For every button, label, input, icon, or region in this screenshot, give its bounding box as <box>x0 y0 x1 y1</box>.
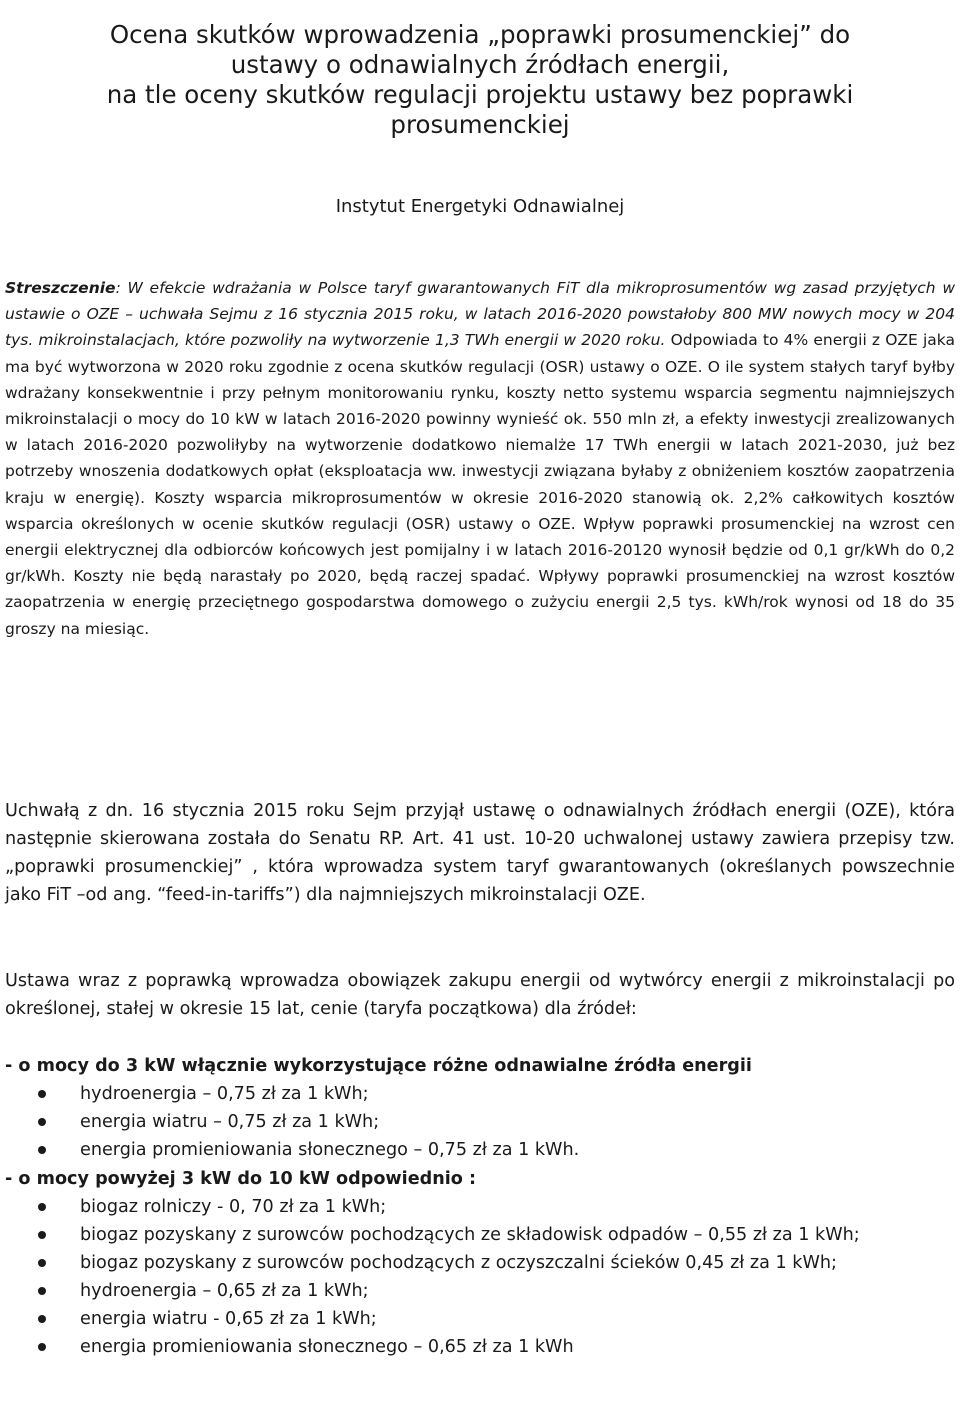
list-item-text: energia wiatru - 0,65 zł za 1 kWh; <box>80 1309 377 1329</box>
bullet-icon <box>38 1203 46 1211</box>
paragraph-intro: Uchwałą z dn. 16 stycznia 2015 roku Sejm przyjął ustawę o odnawialnych źródłach energii (OZE), która następnie skierowana została do Senatu RP. Art. 41 ust. 10-20 uchwalonej ustawy zawiera przepisy tzw. „poprawki prosumenckiej” , która wprowadza system taryf gwarantowanych (określanych powszechnie jako FiT –od ang. “feed-in-tariffs”) dla najmniejszych mikroinstalacji OZE. <box>5 801 955 905</box>
title-line-1: Ocena skutków wprowadzenia „poprawki prosumenckiej” do <box>109 20 851 50</box>
list-item <box>0 1136 960 1164</box>
list-item-text: biogaz rolniczy - 0, 70 zł za 1 kWh; <box>80 1197 387 1217</box>
bullet-icon <box>38 1231 46 1239</box>
abstract-italic-text: : W efekcie wdrażania w Polsce taryf gwarantowanych FiT dla mikroprosumentów wg zasad przyjętych w ustawie o OZE – uchwała Sejmu z 16 stycznia 2015 roku, w latach 2016-2020 powstałoby 800 MW nowych mocy w 204 tys. mikroinstalacjach, które pozwoliły na wytworzenie 1,3 TWh energii w 2020 roku. <box>5 279 955 350</box>
list-item-text: energia promieniowania słonecznego – 0,75 zł za 1 kWh. <box>80 1140 580 1160</box>
list-item <box>0 1080 960 1108</box>
title-line-3: na tle oceny skutków regulacji projektu ustawy bez poprawki <box>106 80 854 110</box>
document-title <box>20 20 940 140</box>
bullet-icon <box>38 1259 46 1267</box>
list-item-text: energia wiatru – 0,75 zł za 1 kWh; <box>80 1112 380 1132</box>
abstract-label: Streszczenie <box>5 279 116 297</box>
bullet-icon <box>38 1315 46 1323</box>
bullet-icon <box>38 1090 46 1098</box>
abstract <box>5 275 955 642</box>
paragraph-obligation: Ustawa wraz z poprawką wprowadza obowiązek zakupu energii od wytwórcy energii z mikroinstalacji po określonej, stałej w okresie 15 lat, cenie (taryfa początkowa) dla źródeł: <box>5 971 955 1019</box>
tariff-list-3-to-10kw <box>0 1193 960 1361</box>
list-item <box>0 1108 960 1136</box>
list-item-text: hydroenergia – 0,75 zł za 1 kWh; <box>80 1084 369 1104</box>
list-item <box>0 1305 960 1333</box>
author: Instytut Energetyki Odnawialnej <box>335 196 625 217</box>
list-item <box>0 1277 960 1305</box>
section-heading-3-to-10kw: - o mocy powyżej 3 kW do 10 kW odpowiednio : <box>5 1169 477 1189</box>
bullet-icon <box>38 1287 46 1295</box>
list-item <box>0 1333 960 1361</box>
bullet-icon <box>38 1118 46 1126</box>
list-item <box>0 1249 960 1277</box>
abstract-text: Odpowiada to 4% energii z OZE jaka ma być wytworzona w 2020 roku zgodnie z ocena skutków regulacji (OSR) ustawy o OZE. O ile system stałych taryf byłby wdrażany konsekwentnie i przy pełnym monitorowaniu rynku, koszty netto systemu wsparcia segmentu najmniejszych mikroinstalacji o mocy do 10 kW w latach 2016-2020 powinny wynieść ok. 550 mln zł, a efekty inwestycji zrealizowanych w latach 2016-2020 pozwoliłyby na wytworzenie dodatkowo niemalże 17 TWh energii w latach 2021-2030, już bez potrzeby wnoszenia dodatkowych opłat (eksploatacja ww. inwestycji związana byłaby z obniżeniem kosztów zaopatrzenia kraju w energię). Koszty wsparcia mikroprosumentów w okresie 2016-2020 stanowią ok. 2,2% całkowitych kosztów wsparcia określonych w ocenie skutków regulacji (OSR) ustawy o OZE. Wpływ poprawki prosumenckiej na wzrost cen energii elektrycznej dla odbiorców końcowych jest pomijalny i w latach 2016-20120 wynosił będzie od 0,1 gr/kWh do 0,2 gr/kWh. Koszty nie będą narastały po 2020, będą raczej spadać. Wpływy poprawki prosumenckiej na wzrost kosztów zaopatrzenia w energię przeciętnego gospodarstwa domowego o zużyciu energii 2,5 tys. kWh/rok wynosi od 18 do 35 groszy na miesiąc. <box>5 331 955 638</box>
section-heading-up-to-3kw: - o mocy do 3 kW włącznie wykorzystujące różne odnawialne źródła energii <box>5 1056 752 1076</box>
title-line-4: prosumenckiej <box>390 110 570 140</box>
list-item <box>0 1193 960 1221</box>
bullet-icon <box>38 1146 46 1154</box>
tariff-list-up-to-3kw <box>0 1080 960 1164</box>
list-item-text: biogaz pozyskany z surowców pochodzących ze składowisk odpadów – 0,55 zł za 1 kWh; <box>80 1225 860 1245</box>
list-item-text: hydroenergia – 0,65 zł za 1 kWh; <box>80 1281 369 1301</box>
list-item-text: biogaz pozyskany z surowców pochodzących z oczyszczalni ścieków 0,45 zł za 1 kWh; <box>80 1253 837 1273</box>
title-line-2: ustawy o odnawialnych źródłach energii, <box>230 50 730 80</box>
list-item <box>0 1221 960 1249</box>
bullet-icon <box>38 1343 46 1351</box>
list-item-text: energia promieniowania słonecznego – 0,65 zł za 1 kWh <box>80 1337 574 1357</box>
